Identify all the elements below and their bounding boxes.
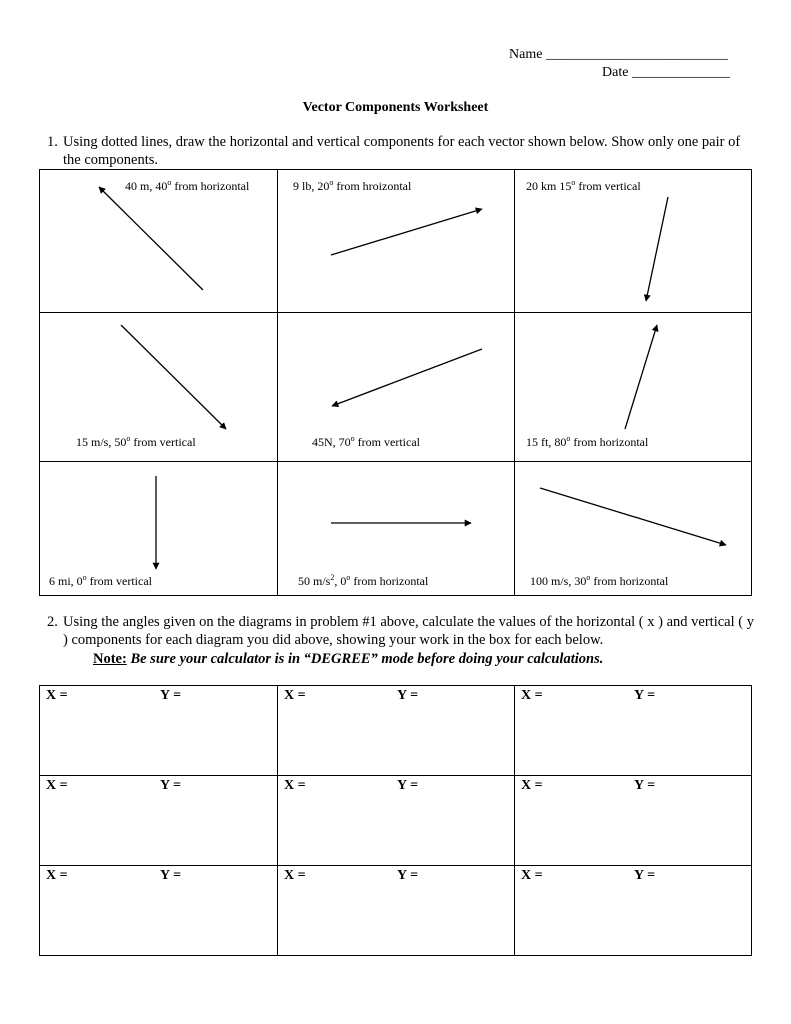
date-blank: ______________: [631, 65, 730, 80]
diagram-caption-8: 50 $m/s^2$, 0$^o$ from horizontal: [298, 573, 429, 588]
x-label: X =: [521, 778, 543, 793]
vector-arrow-9: [540, 488, 726, 545]
x-label: X =: [46, 868, 68, 883]
question-1-text: Using dotted lines, draw the horizontal and vertical components for each vector shown below. Show only one pair of the components.: [63, 134, 741, 168]
y-label: Y =: [160, 778, 182, 793]
worksheet-title: Vector Components Worksheet: [302, 100, 489, 115]
diagram-caption-9: 100 m/s, 30$^o$ from horizontal: [530, 573, 669, 588]
y-label: Y =: [160, 868, 182, 883]
diagram-caption-5: 45N, 70$^o$ from vertical: [312, 434, 420, 449]
calculator-note: [93, 651, 603, 668]
x-label: X =: [46, 688, 68, 703]
vector-arrow-1: [99, 187, 203, 290]
y-label: Y =: [160, 688, 182, 703]
vector-arrow-2: [331, 209, 482, 255]
y-label: Y =: [634, 868, 656, 883]
y-label: Y =: [634, 688, 656, 703]
question-2-text: Using the angles given on the diagrams in problem #1 above, calculate the values of the horizontal ( x ) and vertical ( y ) components for each diagram you did above, showing your work in the box for each below.: [63, 614, 754, 648]
question-2-number: 2.: [47, 614, 58, 630]
y-label: Y =: [397, 778, 419, 793]
note-label: Note:: [93, 651, 127, 667]
answer-grid: [39, 685, 752, 956]
y-label: Y =: [397, 688, 419, 703]
name-blank: __________________________: [545, 47, 728, 62]
vector-arrow-4: [121, 325, 226, 429]
grid-divider: [277, 685, 278, 956]
note-text: Be sure your calculator is in “DEGREE” mode before doing your calculations.: [130, 651, 604, 667]
name-label: Name: [509, 47, 543, 62]
x-label: X =: [284, 778, 306, 793]
date-label: Date: [602, 65, 629, 80]
question-1-number: 1.: [47, 134, 58, 150]
grid-divider: [39, 865, 752, 866]
vector-arrow-3: [646, 197, 668, 301]
diagram-caption-1: 40 m, 40$^o$ from horizontal: [125, 178, 250, 193]
grid-divider: [39, 775, 752, 776]
diagram-caption-6: 15 ft, 80$^o$ from horizontal: [526, 434, 649, 449]
diagram-caption-2: 9 lb, 20$^o$ from hroizontal: [293, 178, 412, 193]
x-label: X =: [521, 688, 543, 703]
vector-arrow-6: [625, 325, 657, 429]
x-label: X =: [284, 868, 306, 883]
vector-arrow-5: [332, 349, 482, 406]
question-2: [47, 613, 757, 649]
x-label: X =: [521, 868, 543, 883]
x-label: X =: [46, 778, 68, 793]
diagram-caption-4: 15 m/s, 50$^o$ from vertical: [76, 434, 196, 449]
diagram-caption-3: 20 km 15$^o$ from vertical: [526, 178, 641, 193]
y-label: Y =: [397, 868, 419, 883]
y-label: Y =: [634, 778, 656, 793]
diagram-caption-7: 6 mi, 0$^o$ from vertical: [49, 573, 152, 588]
x-label: X =: [284, 688, 306, 703]
grid-divider: [514, 685, 515, 956]
